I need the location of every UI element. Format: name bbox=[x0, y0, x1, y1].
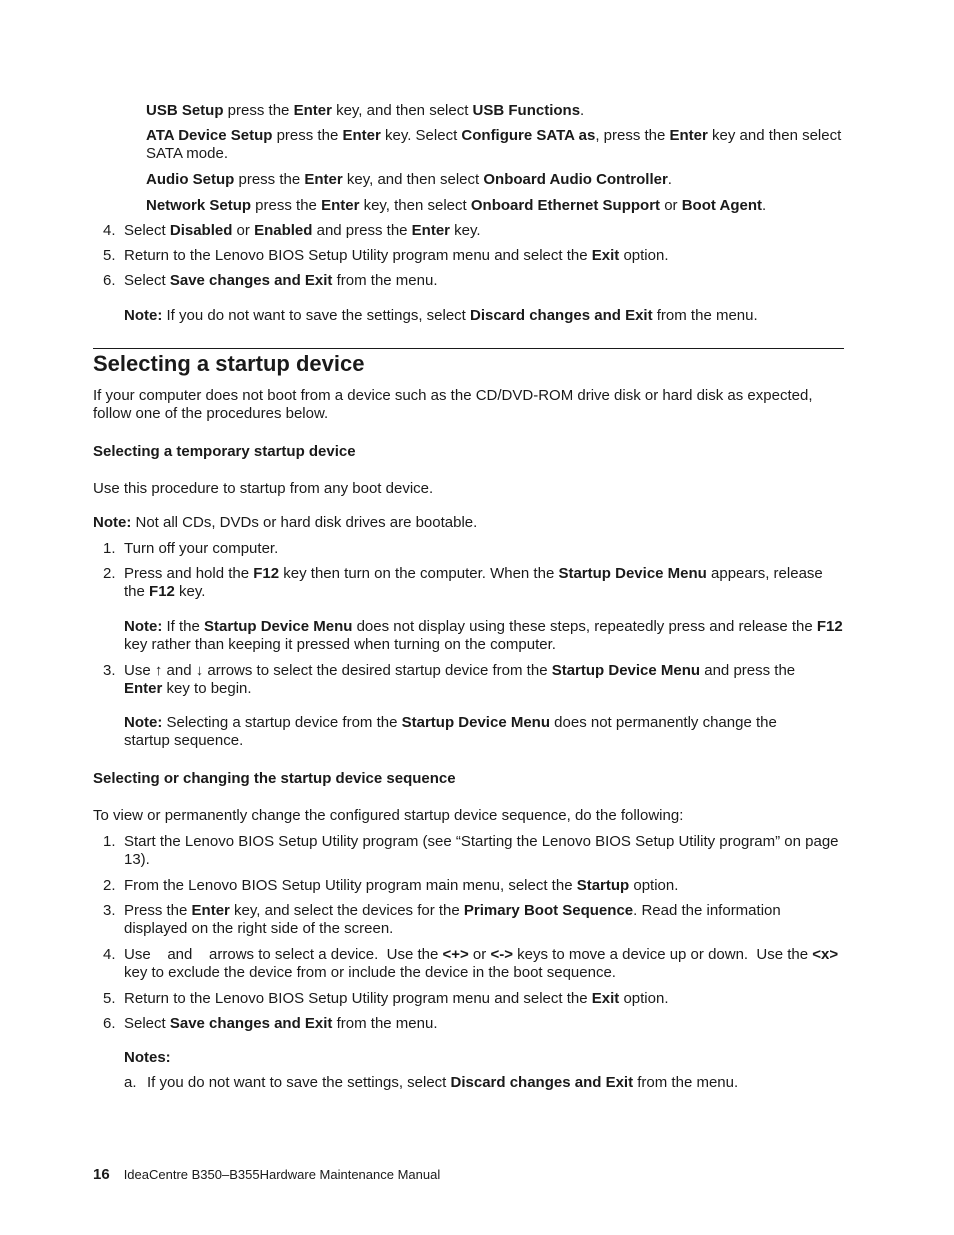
step-number: 2. bbox=[103, 877, 116, 894]
section-rule bbox=[93, 348, 844, 349]
temp-step-2: Press and hold the F12 key then turn on the computer. When the Startup Device Menu appears, release the F12 key. bbox=[124, 565, 823, 600]
seq-step-5: Return to the Lenovo BIOS Setup Utility program menu and select the Exit option. bbox=[124, 990, 669, 1007]
section-title: Selecting a startup device bbox=[93, 351, 365, 376]
network-setup-line: Network Setup press the Enter key, then select Onboard Ethernet Support or Boot Agent. bbox=[146, 197, 767, 214]
seq-step-6: Select Save changes and Exit from the menu. bbox=[124, 1015, 438, 1032]
step-number: 3. bbox=[103, 662, 116, 679]
audio-setup-line: Audio Setup press the Enter key, and then select Onboard Audio Controller. bbox=[146, 171, 672, 188]
temp-step-1: Turn off your computer. bbox=[124, 540, 279, 557]
step-number: 6. bbox=[103, 272, 116, 289]
manual-title: IdeaCentre B350–B355Hardware Maintenance Manual bbox=[123, 1167, 441, 1182]
step-number: 4. bbox=[103, 222, 116, 239]
section-intro: If your computer does not boot from a device such as the CD/DVD-ROM drive disk or hard disk as expected, follow one of the procedures below. bbox=[93, 387, 813, 422]
step-number: 5. bbox=[103, 990, 116, 1007]
seq-step-4: Use and arrows to select a device. Use the <+> or <-> keys to move a device up or down. Use the <x> key to exclude the device from or include the device in the boot sequence. bbox=[124, 946, 843, 981]
temp-note: Note: Not all CDs, DVDs or hard disk drives are bootable. bbox=[93, 514, 478, 531]
temp-step-2-note: Note: If the Startup Device Menu does not display using these steps, repeatedly press and release the F12 key rather than keeping it pressed when turning on the computer. bbox=[124, 618, 843, 653]
seq-step-2: From the Lenovo BIOS Setup Utility program main menu, select the Startup option. bbox=[124, 877, 679, 894]
usb-setup-line: USB Setup press the Enter key, and then select USB Functions. bbox=[146, 102, 585, 119]
step-number: 6. bbox=[103, 1015, 116, 1032]
seq-intro: To view or permanently change the configured startup device sequence, do the following: bbox=[93, 807, 684, 824]
seq-heading: Selecting or changing the startup device sequence bbox=[93, 770, 456, 787]
temp-step-3: Use ↑ and ↓ arrows to select the desired startup device from the Startup Device Menu and press the Enter key to begin. bbox=[124, 662, 796, 697]
step-number: 1. bbox=[103, 540, 116, 557]
seq-step-1: Start the Lenovo BIOS Setup Utility program (see “Starting the Lenovo BIOS Setup Utility program” on page 13). bbox=[124, 833, 839, 868]
step-number: 2. bbox=[103, 565, 116, 582]
step-number: 3. bbox=[103, 902, 116, 919]
temp-step-3-note: Note: Selecting a startup device from the Startup Device Menu does not permanently change the startup sequence. bbox=[124, 714, 777, 749]
ata-setup-line: ATA Device Setup press the Enter key. Select Configure SATA as, press the Enter key and then select SATA mode. bbox=[146, 127, 842, 162]
note-discard: Note: If you do not want to save the settings, select Discard changes and Exit from the menu. bbox=[124, 307, 758, 324]
step-6: Select Save changes and Exit from the menu. bbox=[124, 272, 438, 289]
seq-step-3: Press the Enter key, and select the devices for the Primary Boot Sequence. Read the information displayed on the right side of the screen. bbox=[124, 902, 781, 937]
step-5: Return to the Lenovo BIOS Setup Utility program menu and select the Exit option. bbox=[124, 247, 669, 264]
note-letter: a. bbox=[124, 1074, 137, 1091]
step-number: 4. bbox=[103, 946, 116, 963]
page-number: 16 bbox=[93, 1166, 110, 1183]
step-4: Select Disabled or Enabled and press the Enter key. bbox=[124, 222, 481, 239]
temp-heading: Selecting a temporary startup device bbox=[93, 443, 356, 460]
temp-intro: Use this procedure to startup from any boot device. bbox=[93, 480, 434, 497]
step-number: 1. bbox=[103, 833, 116, 850]
seq-note-a: If you do not want to save the settings, select Discard changes and Exit from the menu. bbox=[147, 1074, 739, 1091]
notes-label: Notes: bbox=[124, 1049, 171, 1066]
page-footer bbox=[93, 1166, 440, 1184]
step-number: 5. bbox=[103, 247, 116, 264]
